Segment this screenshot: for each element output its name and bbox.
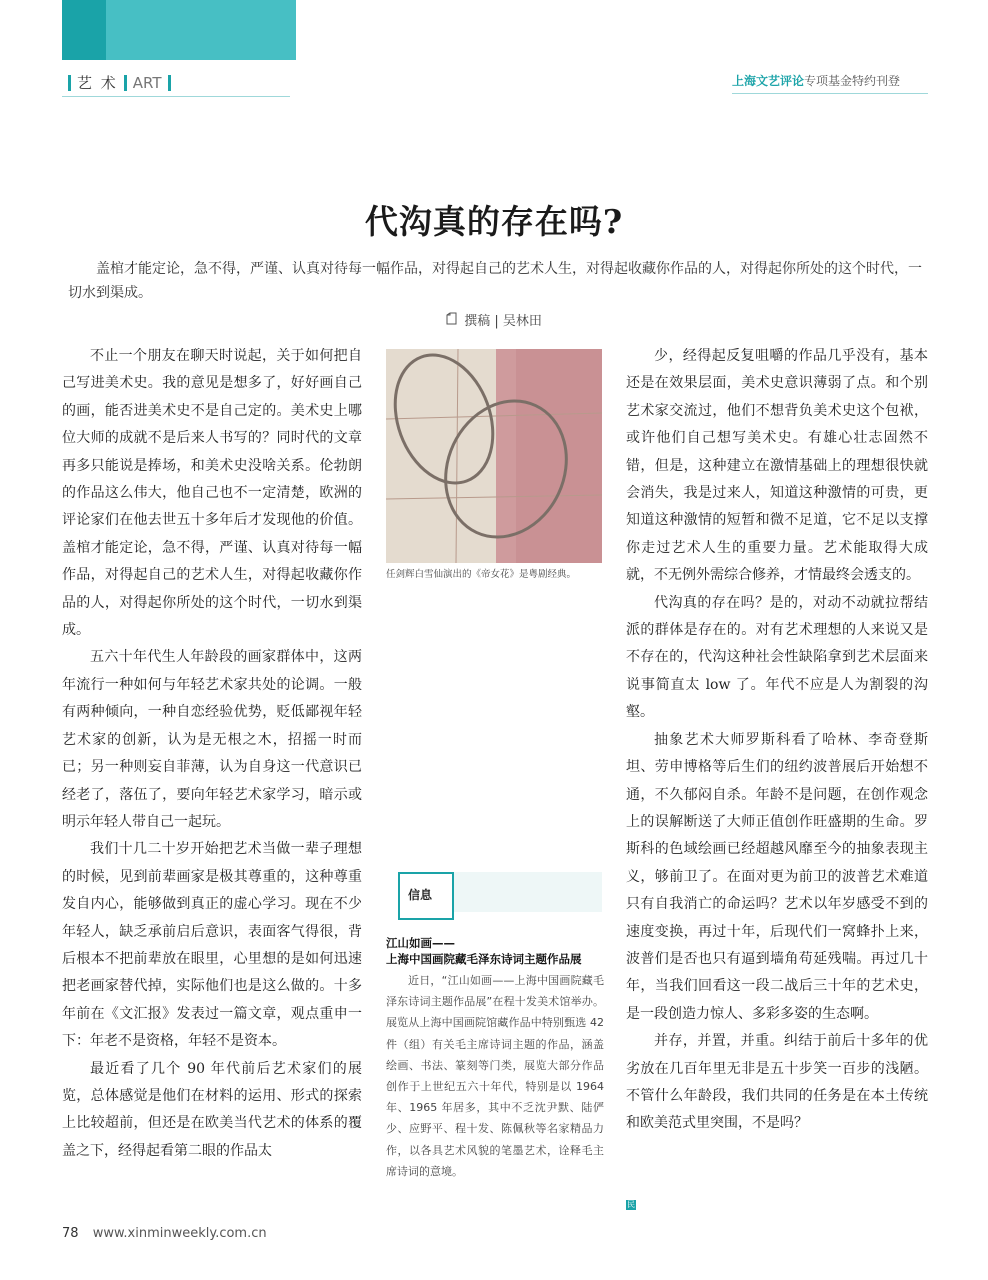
artwork-photo — [386, 349, 602, 563]
end-mark-icon: 民 — [627, 1200, 635, 1209]
paragraph: 抽象艺术大师罗斯科看了哈林、李奇登斯坦、劳申博格等后生们的纽约波普展后开始想不通，不久郁闷自杀。年龄不是问题，在创作观念上的误解断送了大师正值创作旺盛期的生命。罗斯科的色域绘画已经超越风靡至今的抽象表现主义，够前卫了。在面对更为前卫的波普艺术难道只有自我消亡的命运吗？艺术以年岁感受不到的速度变换，再过十年，后现代们一窝蜂扑上来，波普们是否也只有逼到墙角苟延残喘。再过几十年，当我们回看这一段二战后三十年的艺术史，是一段创造力惊人、多彩多姿的生态啊。 — [626, 731, 928, 1022]
paragraph: 并存，并置，并重。纠结于前后十多年的优劣放在几百年里无非是五十步笑一百步的浅陋。不管什么年龄段，我们共同的任务是在本土传统和欧美范式里突围，不是吗？ — [626, 1033, 928, 1132]
section-bar — [124, 75, 127, 91]
paragraph: 我们十几二十岁开始把艺术当做一辈子理想的时候，见到前辈画家是极其尊重的，这种尊重发自内心，能够做到真正的虚心学习。现在不少年轻人，缺乏承前启后意识，表面客气得很，背后根本不把前辈放在眼里，心里想的是如何迅速把老画家替代掉，实际他们也是这么做的。十多年前在《文汇报》发表过一篇文章，观点重申一下：年老不是资格，年轻不是资本。 — [62, 841, 362, 1050]
paragraph: 不止一个朋友在聊天时说起，关于如何把自己写进美术史。我的意见是想多了，好好画自己的画，能否进美术史不是自己定的。美术史上哪位大师的成就不是后来人书写的？同时代的文章再多只能说是捧场，和美术史没啥关系。伦勃朗的作品这么伟大，他自己也不一定清楚，欧洲的评论家们在他去世五十多年后才发现他的价值。盖棺才能定论，急不得，严谨、认真对待每一幅作品，对得起自己的艺术人生，对得起收藏你作品的人，对得起你所处的这个时代，一切水到渠成。 — [62, 348, 362, 639]
article-column-1 — [62, 343, 362, 1165]
paragraph: 少，经得起反复咀嚼的作品几乎没有，基本还是在效果层面，美术史意识薄弱了点。和个别艺术家交流过，他们不想背负美术史这个包袱，或许他们自己想写美术史。有雄心壮志固然不错，但是，这种建立在激情基础上的理想很快就会消失，我是过来人，知道这种激情的可贵，更知道这种激情的短暂和微不足道，它不足以支撑你走过艺术人生的重要力量。艺术能取得大成就，不无例外需综合修养，才情最终会透支的。 — [626, 348, 928, 584]
section-label-en: ART — [132, 73, 162, 92]
article-title: 代沟真的存在吗? — [364, 202, 624, 241]
photo-caption: 任剑辉白雪仙演出的《帝女花》是粤剧经典。 — [386, 569, 577, 580]
section-label — [62, 72, 177, 93]
byline-separator: | — [494, 314, 499, 329]
artwork-illustration — [386, 349, 602, 563]
header-rule — [62, 96, 290, 97]
page-footer — [62, 1226, 267, 1241]
info-title-line-2: 上海中国画院藏毛泽东诗词主题作品展 — [386, 952, 582, 966]
pen-icon — [446, 314, 462, 329]
info-label: 信息 — [408, 888, 433, 902]
page-number: 78 — [62, 1226, 79, 1241]
section-label-cn: 艺 术 — [77, 74, 118, 92]
byline — [0, 310, 988, 329]
paragraph: 五六十年代生人年龄段的画家群体中，这两年流行一种如何与年轻艺术家共处的论调。一般有两种倾向，一种自恋经验优势，贬低鄙视年轻艺术家的创新，认为是无根之木，招摇一时而已；另一种则妄自菲薄，认为自身这一代意识已经老了，落伍了，要向年轻艺术家学习，暗示或明示年轻人带自己一起玩。 — [62, 649, 362, 830]
header-color-block-dark — [62, 0, 106, 60]
info-body: 近日，“江山如画——上海中国画院藏毛泽东诗词主题作品展”在程十发美术馆举办。展览从上海中国画院馆藏作品中特别甄选 42 件（组）有关毛主席诗词主题的作品，涵盖绘画、书法、篆刻等门类，展览大部分作品创作于上世纪五六十年代，特别是以 1964 年、1965 年居多，其中不乏沈尹默、陆俨少、应野平、程十发、陈佩秋等名家精品力作，以各具艺术风貌的笔墨艺术，诠释毛主席诗词的意境。 — [386, 974, 604, 1178]
section-bar — [68, 75, 71, 91]
byline-author: 吴林田 — [502, 314, 542, 329]
header-color-block — [62, 0, 296, 60]
paragraph: 代沟真的存在吗？是的，对动不动就拉帮结派的群体是存在的。对有艺术理想的人来说又是不存在的，代沟这种社会性缺陷拿到艺术层面来说事简直太 low 了。年代不应是人为割裂的沟壑。 — [626, 594, 928, 721]
sponsor-rest: 专项基金特约刊登 — [804, 74, 901, 88]
sponsor-name: 上海文艺评论 — [732, 74, 805, 88]
footer-url: www.xinminweekly.com.cn — [92, 1226, 267, 1241]
info-title-line-1: 江山如画—— — [386, 936, 455, 950]
paragraph: 最近看了几个 90 年代前后艺术家们的展览，总体感觉是他们在材料的运用、形式的探索上比较超前，但还是在欧美当代艺术的体系的覆盖之下，经得起看第二眼的作品太 — [62, 1060, 362, 1159]
info-label-box — [398, 872, 454, 920]
article-lead: 盖棺才能定论，急不得，严谨、认真对待每一幅作品，对得起自己的艺术人生，对得起收藏你作品的人，对得起你所处的这个时代，一切水到渠成。 — [68, 261, 922, 301]
section-bar — [168, 75, 171, 91]
info-header-strip — [450, 872, 602, 912]
info-title — [386, 935, 608, 967]
article-column-3 — [626, 343, 928, 1138]
sponsor-line — [732, 72, 928, 94]
byline-label: 撰稿 — [464, 314, 491, 329]
